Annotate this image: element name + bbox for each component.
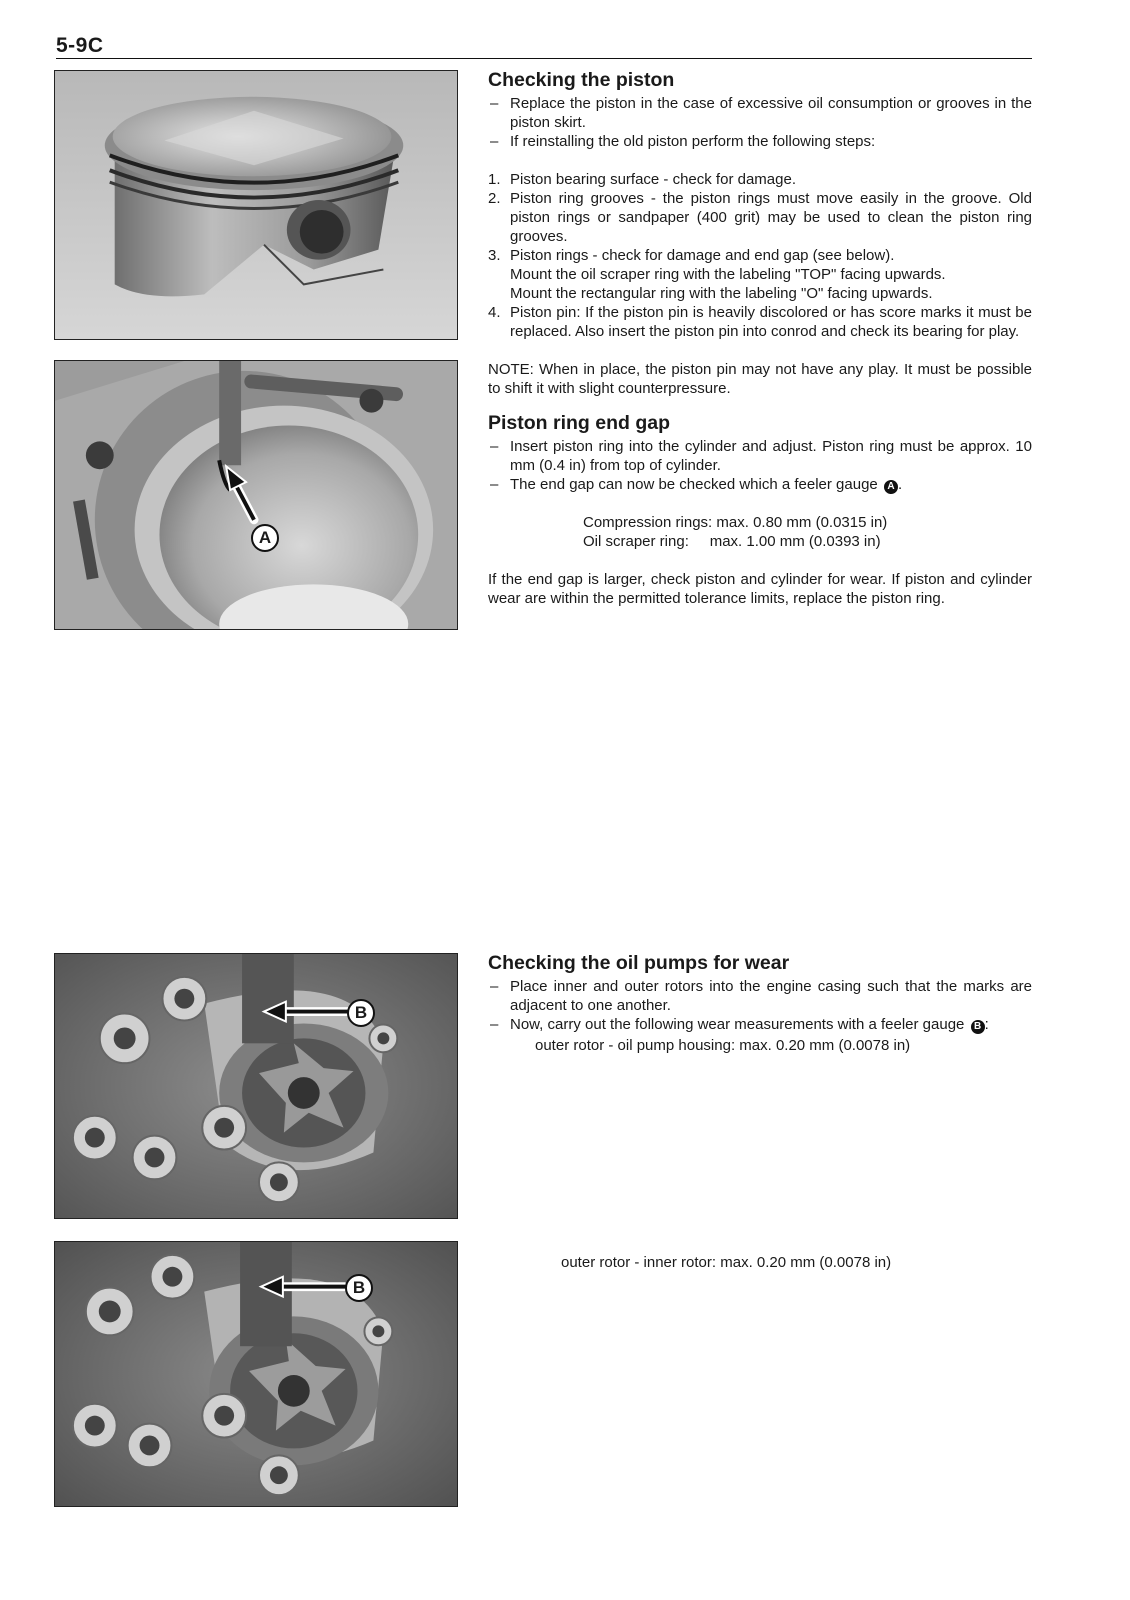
step-2	[488, 189, 1032, 246]
bullet-insert-ring: – Insert piston ring into the cylinder and adjust. Piston ring must be approx. 10 mm (0.4 in) from top of cylinder.	[488, 437, 1032, 475]
step-text: Piston ring grooves - the piston rings must move easily in the groove. Old piston rings or sandpaper (400 grit) may be used to clean the piston ring grooves.	[510, 190, 1032, 245]
bullet-text: Now, carry out the following wear measurements with a feeler gauge	[510, 1016, 965, 1033]
spec-outer-rotor-housing: outer rotor - oil pump housing: max. 0.20 mm (0.0078 in)	[535, 1037, 911, 1054]
cylinder-photo	[54, 360, 458, 630]
step-text: Piston pin: If the piston pin is heavily discolored or has score marks it must be replaced. Also insert the piston pin into conrod and check its bearing for play.	[510, 304, 1032, 340]
callout-b-2: B	[345, 1274, 373, 1302]
text-column-top	[488, 69, 1032, 608]
step-number: 3.	[488, 247, 501, 264]
spec-label: Oil scraper ring:	[583, 533, 710, 550]
bullet-check-end-gap	[488, 475, 1032, 494]
cylinder-image	[55, 361, 457, 629]
oil-pump-photo-1	[54, 953, 458, 1219]
step-number: 2.	[488, 190, 501, 207]
callout-b-1: B	[347, 999, 375, 1027]
step-number: 4.	[488, 304, 501, 321]
bullet-replace-piston: – Replace the piston in the case of excessive oil consumption or grooves in the piston skirt.	[488, 94, 1032, 132]
bullet-text: The end gap can now be checked which a feeler gauge	[510, 476, 878, 493]
step-text: Mount the rectangular ring with the labeling "O" facing upwards.	[510, 285, 933, 302]
section-title-ring-end-gap: Piston ring end gap	[488, 412, 671, 434]
text-column-bottom	[488, 952, 1032, 1055]
paragraph-end-gap-larger: If the end gap is larger, check piston and cylinder for wear. If piston and cylinder wear are within the permitted tolerance limits, replace the piston ring.	[488, 571, 1032, 607]
step-1	[488, 170, 1032, 189]
step-text: Piston rings - check for damage and end gap (see below).	[510, 247, 895, 264]
piston-image	[55, 71, 457, 339]
bullet-place-rotors: – Place inner and outer rotors into the engine casing such that the marks are adjacent to one another.	[488, 977, 1032, 1015]
step-4	[488, 303, 1032, 341]
page-number: 5-9C	[56, 34, 104, 57]
bullet-end-punct: .	[897, 476, 903, 493]
bullet-wear-measurements	[488, 1015, 1032, 1034]
step-text: Piston bearing surface - check for damage.	[510, 171, 796, 188]
spec-label: Compression rings:	[583, 514, 717, 531]
spec-value: max. 0.80 mm (0.0315 in)	[716, 514, 888, 531]
section-title-oil-pumps: Checking the oil pumps for wear	[488, 952, 790, 974]
header-rule	[56, 58, 1032, 59]
oil-pump-photo-2	[54, 1241, 458, 1507]
spec-value: max. 1.00 mm (0.0393 in)	[709, 533, 881, 550]
callout-b-inline: B	[971, 1020, 985, 1034]
step-number: 1.	[488, 171, 501, 188]
step-text: Mount the oil scraper ring with the labeling "TOP" facing upwards.	[510, 266, 946, 283]
callout-a: A	[251, 524, 279, 552]
spec-row-compression	[583, 513, 1032, 532]
spec-table-ring-gap	[488, 513, 1032, 551]
note-piston-pin: NOTE: When in place, the piston pin may not have any play. It must be possible to shift it with slight counterpressure.	[488, 361, 1032, 397]
piston-photo	[54, 70, 458, 340]
bullet-reinstall-old-piston: – If reinstalling the old piston perform the following steps:	[488, 132, 1032, 151]
spec-row-oil-scraper	[583, 532, 1032, 551]
oil-pump-image-1	[55, 954, 457, 1218]
spec-outer-rotor-inner-rotor: outer rotor - inner rotor: max. 0.20 mm (0.0078 in)	[561, 1254, 892, 1271]
section-title-checking-piston: Checking the piston	[488, 69, 675, 91]
bullet-end-punct: :	[984, 1016, 989, 1033]
step-3	[488, 246, 1032, 303]
oil-pump-image-2	[55, 1242, 457, 1506]
callout-a-inline: A	[884, 480, 898, 494]
